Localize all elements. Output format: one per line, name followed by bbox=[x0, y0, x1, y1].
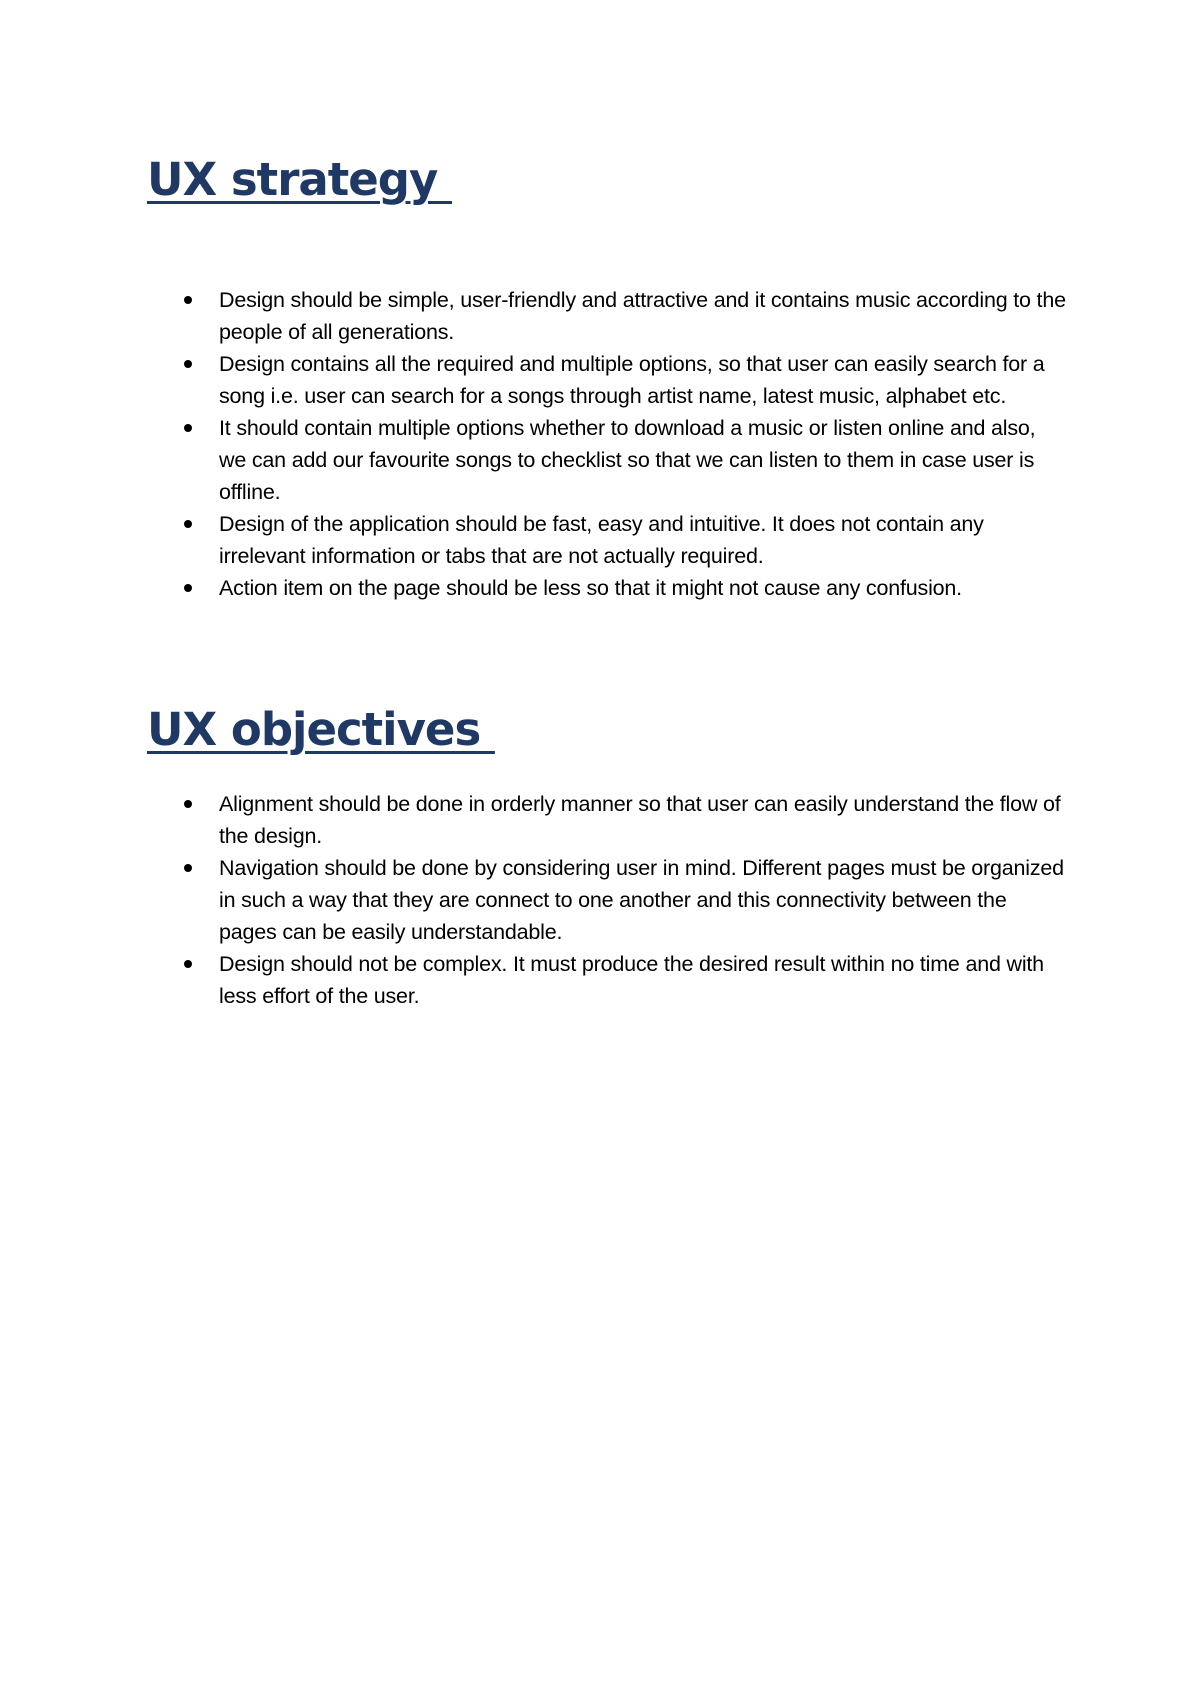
ux-objectives-list bbox=[147, 788, 1067, 1012]
ux-objectives-section bbox=[147, 700, 1067, 1012]
objectives-list-item: Alignment should be done in orderly manner so that user can easily understand the flow of the design. bbox=[147, 788, 1067, 852]
strategy-list-item: Design should be simple, user-friendly and attractive and it contains music according to the people of all generations. bbox=[147, 284, 1067, 348]
objectives-list-item: Navigation should be done by considering user in mind. Different pages must be organized in such a way that they are connect to one another and this connectivity between the pages can be easily understandable. bbox=[147, 852, 1067, 948]
ux-strategy-heading: UX strategy bbox=[147, 153, 452, 206]
ux-objectives-heading: UX objectives bbox=[147, 703, 495, 756]
strategy-list-item: Action item on the page should be less so that it might not cause any confusion. bbox=[147, 572, 1067, 604]
objectives-list-item: Design should not be complex. It must produce the desired result within no time and with less effort of the user. bbox=[147, 948, 1067, 1012]
strategy-list-item: Design contains all the required and multiple options, so that user can easily search for a song i.e. user can search for a songs through artist name, latest music, alphabet etc. bbox=[147, 348, 1067, 412]
strategy-list-item: It should contain multiple options whether to download a music or listen online and also, we can add our favourite songs to checklist so that we can listen to them in case user is offline. bbox=[147, 412, 1067, 508]
ux-strategy-section bbox=[147, 150, 1067, 604]
ux-strategy-list bbox=[147, 284, 1067, 604]
strategy-list-item: Design of the application should be fast, easy and intuitive. It does not contain any irrelevant information or tabs that are not actually required. bbox=[147, 508, 1067, 572]
